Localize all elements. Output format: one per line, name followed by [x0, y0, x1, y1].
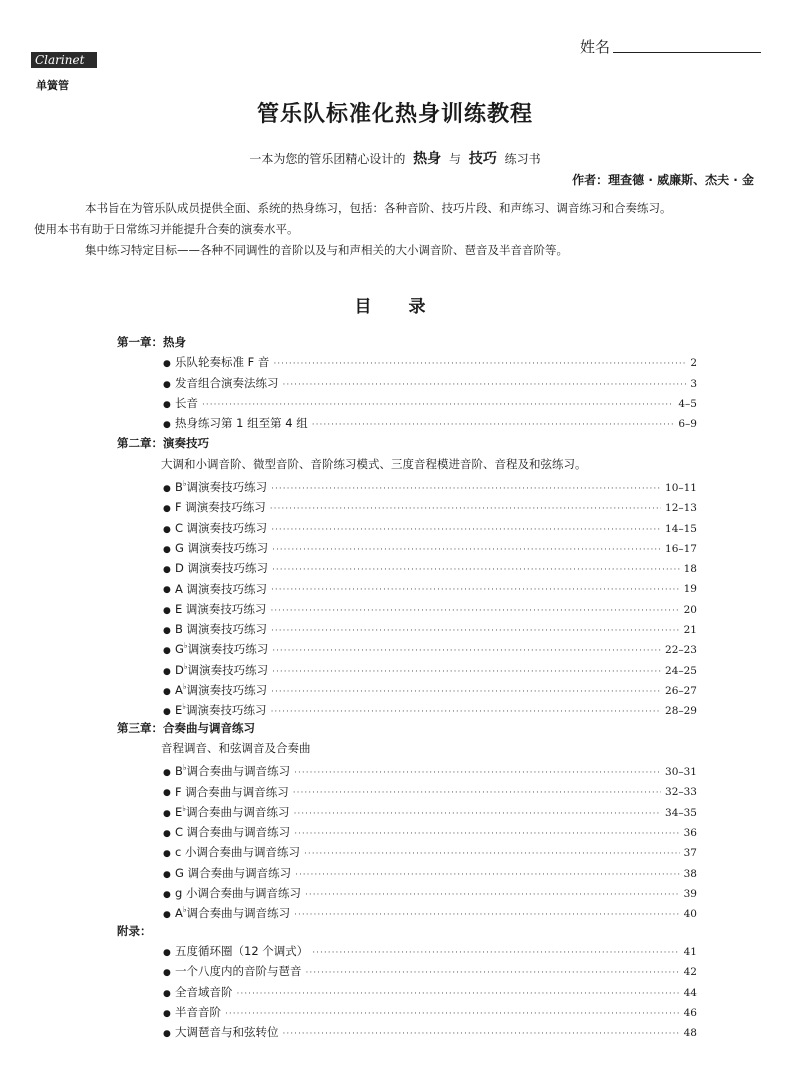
page-number: 16–17: [665, 542, 697, 555]
leader-dots: [312, 943, 679, 963]
intro-paragraph-1: 本书旨在为管乐队成员提供全面、系统的热身练习，包括：各种音阶、技巧片段、和声练习、调音练习和合奏练习。: [85, 201, 672, 215]
instrument-badge: Clarinet: [31, 52, 97, 68]
ch1-entry[interactable]: [117, 352, 697, 372]
ch2-entry[interactable]: [117, 535, 697, 555]
entry-text: 调演奏技巧练习: [186, 703, 267, 718]
appendix-entry[interactable]: [117, 961, 697, 981]
appendix-entry[interactable]: [117, 1022, 697, 1042]
page-title: 管乐队标准化热身训练教程: [256, 102, 533, 127]
bullet-icon: ●: [163, 707, 171, 718]
appendix-entry[interactable]: [117, 1002, 697, 1022]
page-number: 14–15: [665, 522, 697, 535]
entry-label: 热身练习第 1 组至第 4 组: [175, 416, 308, 431]
bullet-icon: ●: [163, 504, 171, 515]
bullet-icon: ●: [163, 910, 171, 921]
page-number: 37: [683, 847, 697, 860]
page-number: 41: [683, 945, 697, 958]
bullet-icon: ●: [163, 828, 171, 839]
leader-dots: [283, 375, 687, 395]
bullet-icon: ●: [163, 686, 171, 697]
entry-text: 调演奏技巧练习: [182, 601, 267, 616]
table-of-contents: [117, 332, 697, 1042]
bullet-icon: ●: [163, 1008, 171, 1019]
entry-text: 调演奏技巧练习: [187, 662, 269, 677]
page-number: 24–25: [665, 664, 697, 677]
bullet-icon: ●: [163, 565, 171, 576]
entry-key: C: [175, 824, 184, 839]
entry-key: A: [175, 581, 183, 596]
page-number: 6–9: [678, 418, 697, 431]
ch3-entry[interactable]: [117, 839, 697, 859]
entry-text: 调演奏技巧练习: [181, 500, 266, 515]
entry-text: 调演奏技巧练习: [183, 520, 268, 535]
page-number: 21: [683, 623, 697, 636]
page-number: 2: [690, 357, 697, 370]
bullet-icon: ●: [163, 666, 171, 677]
bullet-icon: ●: [163, 808, 171, 819]
ch2-entry[interactable]: [117, 596, 697, 616]
entry-key: G: [175, 540, 184, 555]
toc-title: 目 录: [354, 297, 436, 317]
ch3-entry[interactable]: [117, 880, 697, 900]
bullet-icon: ●: [163, 869, 171, 880]
leader-dots: [306, 963, 680, 983]
page-subtitle: [0, 148, 790, 168]
flat-sign: ♭: [183, 661, 188, 671]
bullet-icon: ●: [163, 1029, 171, 1040]
entry-label: 五度循环圈（12 个调式）: [175, 943, 309, 958]
chapter-2-description: 大调和小调音阶、微型音阶、音阶练习模式、三度音程模进音阶、音程及和弦练习。: [161, 456, 587, 471]
flat-sign: ♭: [182, 682, 187, 692]
ch2-entry[interactable]: [117, 657, 697, 677]
leader-dots: [312, 415, 675, 435]
entry-key: B: [175, 764, 183, 779]
bullet-icon: ●: [163, 788, 171, 799]
page-number: 46: [683, 1006, 697, 1019]
subtitle-word-warmup: 热身: [413, 151, 442, 167]
entry-key: E: [175, 703, 183, 718]
bullet-icon: ●: [163, 988, 171, 999]
entry-text: 调演奏技巧练习: [183, 561, 269, 576]
ch3-entry[interactable]: [117, 860, 697, 880]
bullet-icon: ●: [163, 889, 171, 900]
appendix-entry[interactable]: [117, 941, 697, 961]
entry-text: 小调合奏曲与调音练习: [181, 845, 300, 860]
page-number: 40: [683, 908, 697, 921]
entry-text: 调演奏技巧练习: [187, 642, 269, 657]
ch2-entry[interactable]: [117, 515, 697, 535]
bullet-icon: ●: [163, 625, 171, 636]
page-number: 32–33: [665, 786, 697, 799]
ch3-entry[interactable]: [117, 900, 697, 920]
entry-text: 调合奏曲与调音练习: [183, 824, 291, 839]
bullet-icon: ●: [163, 524, 171, 535]
chapter-3-description: 音程调音、和弦调音及合奏曲: [161, 740, 311, 755]
page-number: 4–5: [678, 397, 697, 410]
entry-key: c: [175, 845, 182, 860]
entry-key: D: [175, 561, 184, 576]
entry-key: C: [175, 520, 184, 535]
page-number: 44: [683, 986, 697, 999]
ch2-entry[interactable]: [117, 555, 697, 575]
page-number: 38: [683, 867, 697, 880]
page-number: 39: [683, 887, 697, 900]
flat-sign: ♭: [182, 702, 187, 712]
subtitle-word-technique: 技巧: [468, 151, 497, 167]
entry-key: G: [175, 642, 184, 657]
bullet-icon: ●: [163, 947, 171, 958]
ch3-entry[interactable]: [117, 779, 697, 799]
entry-text: 调演奏技巧练习: [186, 682, 268, 697]
entry-key: B: [175, 621, 183, 636]
entry-label: 发音组合演奏法练习: [175, 375, 279, 390]
chapter-1-heading: 第一章：热身: [117, 335, 186, 349]
entry-text: 调合奏曲与调音练习: [186, 804, 290, 819]
entry-key: E: [175, 804, 183, 819]
appendix-heading: 附录：: [117, 923, 152, 938]
subtitle-prefix: 一本为您的管乐团精心设计的: [249, 152, 406, 166]
bullet-icon: ●: [163, 544, 171, 555]
ch2-entry[interactable]: [117, 494, 697, 514]
page-number: 26–27: [665, 684, 697, 697]
entry-text: 调演奏技巧练习: [182, 581, 268, 596]
entry-key: D: [175, 662, 184, 677]
flat-sign: ♭: [182, 803, 187, 813]
bullet-icon: ●: [163, 399, 171, 410]
entry-text: 调演奏技巧练习: [183, 540, 269, 555]
instrument-subtitle: 单簧管: [36, 79, 69, 92]
ch2-entry[interactable]: [117, 474, 697, 494]
flat-sign: ♭: [182, 763, 187, 773]
entry-label: 一个八度内的音阶与琶音: [175, 964, 302, 979]
page-number: 42: [683, 966, 697, 979]
ch2-entry[interactable]: [117, 677, 697, 697]
entry-label: 全音域音阶: [175, 984, 233, 999]
intro-paragraph-3: 集中练习特定目标——各种不同调性的音阶以及与和声相关的大小调音阶、琶音及半音音阶等。: [85, 243, 568, 257]
appendix-entry[interactable]: [117, 982, 697, 1002]
page-number: 12–13: [665, 502, 697, 515]
ch2-entry[interactable]: [117, 697, 697, 717]
page-number: 19: [683, 583, 697, 596]
entry-text: 调合奏曲与调音练习: [181, 784, 289, 799]
subtitle-suffix: 练习书: [504, 152, 541, 166]
bullet-icon: ●: [163, 483, 171, 494]
page-number: 30–31: [665, 766, 697, 779]
leader-dots: [237, 984, 680, 1004]
page-number: 36: [683, 826, 697, 839]
ch3-entry[interactable]: [117, 799, 697, 819]
name-label: 姓名: [580, 38, 611, 56]
entry-text: 调合奏曲与调音练习: [183, 865, 292, 880]
entry-text: 调合奏曲与调音练习: [186, 906, 291, 921]
ch3-entry[interactable]: [117, 758, 697, 778]
entry-label: 长音: [175, 395, 198, 410]
flat-sign: ♭: [182, 905, 187, 915]
page-number: 3: [690, 377, 697, 390]
bullet-icon: ●: [163, 420, 171, 431]
leader-dots: [283, 1024, 680, 1044]
page-number: 48: [683, 1027, 697, 1040]
entry-key: B: [175, 479, 183, 494]
entry-label: 乐队轮奏标准 F 音: [175, 355, 270, 370]
bullet-icon: ●: [163, 968, 171, 979]
entry-text: 调演奏技巧练习: [182, 621, 268, 636]
ch2-entry[interactable]: [117, 616, 697, 636]
entry-label: 大调琶音与和弦转位: [175, 1025, 279, 1040]
subtitle-and: 与: [448, 152, 461, 166]
bullet-icon: ●: [163, 646, 171, 657]
flat-sign: ♭: [182, 479, 187, 489]
ch1-entry[interactable]: [117, 393, 697, 413]
chapter-3-heading: 第三章：合奏曲与调音练习: [117, 720, 255, 735]
entry-key: E: [175, 601, 183, 616]
page-number: 18: [683, 563, 697, 576]
page-number: 10–11: [665, 481, 697, 494]
bullet-icon: ●: [163, 379, 171, 390]
bullet-icon: ●: [163, 849, 171, 860]
page-number: 34–35: [665, 806, 697, 819]
bullet-icon: ●: [163, 585, 171, 596]
bullet-icon: ●: [163, 359, 171, 370]
entry-key: A: [175, 682, 183, 697]
bullet-icon: ●: [163, 605, 171, 616]
ch3-entry[interactable]: [117, 819, 697, 839]
ch2-entry[interactable]: [117, 576, 697, 596]
flat-sign: ♭: [183, 641, 188, 651]
bullet-icon: ●: [163, 768, 171, 779]
entry-text: 调合奏曲与调音练习: [186, 764, 291, 779]
entry-key: G: [175, 865, 184, 880]
entry-text: 调演奏技巧练习: [186, 479, 268, 494]
entry-key: g: [175, 885, 183, 900]
ch1-entry[interactable]: [117, 373, 697, 393]
leader-dots: [202, 395, 674, 415]
ch2-entry[interactable]: [117, 636, 697, 656]
entry-key: F: [175, 784, 182, 799]
leader-dots: [225, 1004, 680, 1024]
page-number: 22–23: [665, 644, 697, 657]
intro-paragraph-2: 使用本书有助于日常练习并能提升合奏的演奏水平。: [34, 222, 299, 236]
page-number: 20: [683, 603, 697, 616]
chapter-2-heading: 第二章：演奏技巧: [117, 436, 209, 451]
author-line: 作者：理查德 · 威廉斯、杰夫 · 金: [572, 173, 754, 187]
ch1-entry[interactable]: [117, 413, 697, 433]
leader-dots: [273, 354, 686, 374]
entry-key: F: [175, 500, 182, 515]
page-number: 28–29: [665, 705, 697, 718]
entry-key: A: [175, 906, 183, 921]
name-field-line: [613, 52, 761, 53]
entry-label: 半音音阶: [175, 1004, 221, 1019]
entry-text: 小调合奏曲与调音练习: [182, 885, 301, 900]
